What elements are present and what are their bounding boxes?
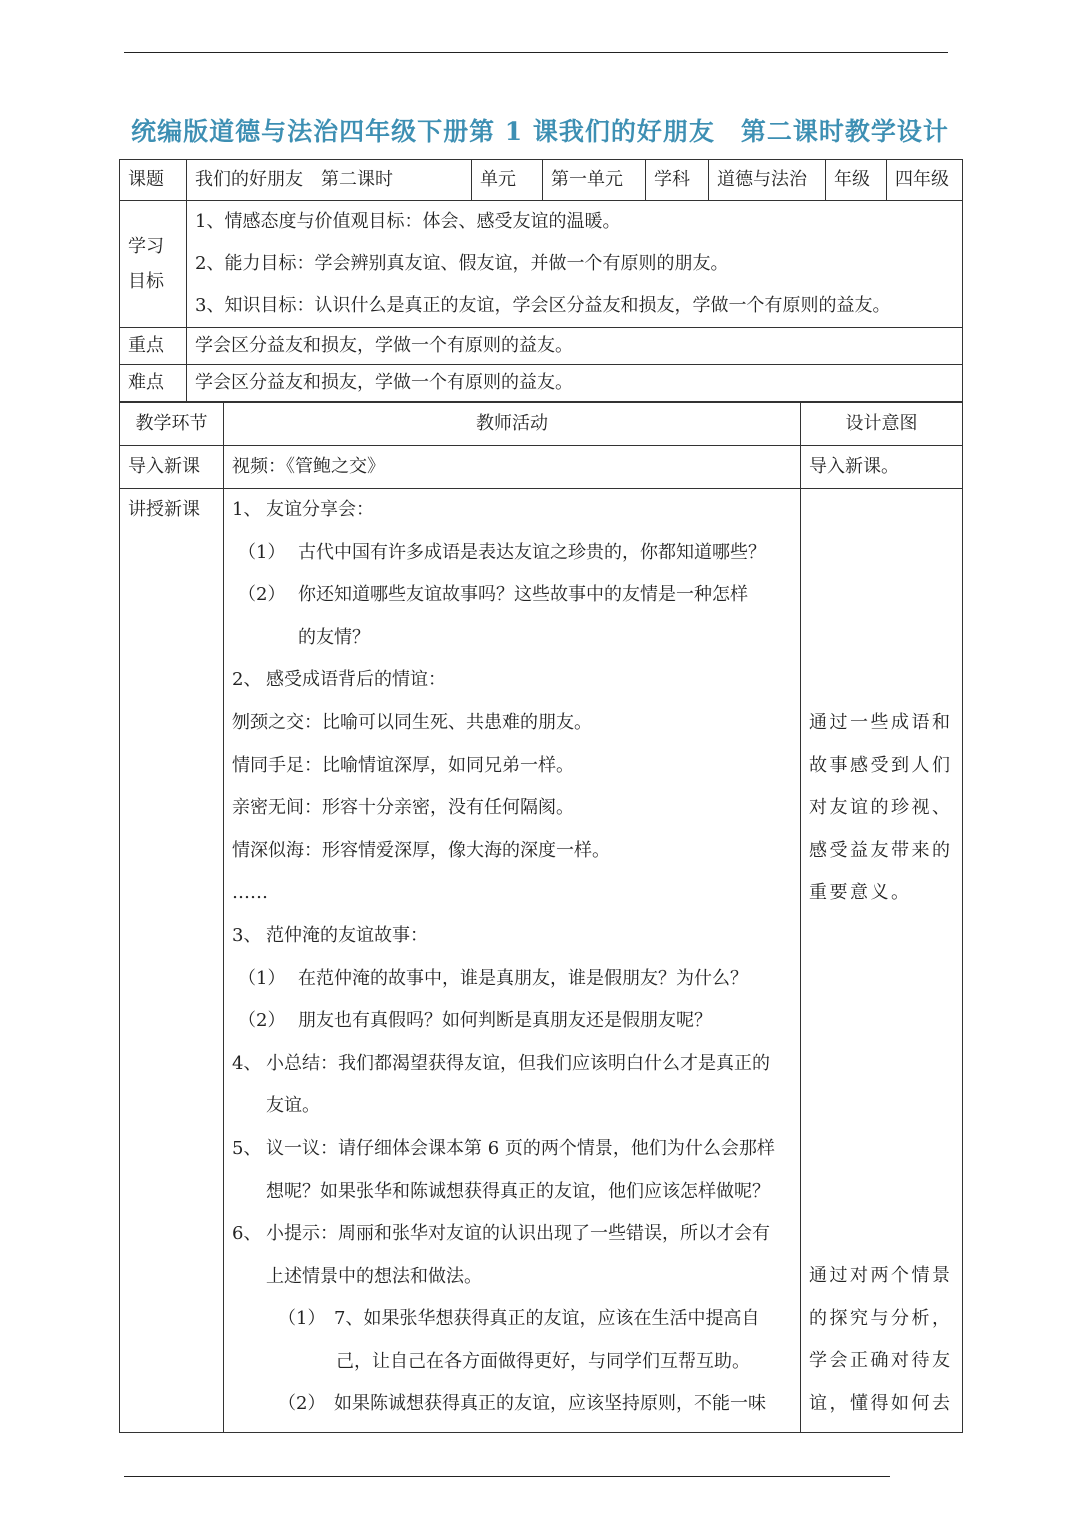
grade-value: 四年级 [887, 160, 963, 201]
activity-line [232, 1256, 800, 1299]
unit-label: 单元 [472, 160, 543, 201]
topic-label: 课题 [120, 160, 187, 201]
intro-intent: 导入新课。 [801, 446, 963, 489]
activity-line [232, 1383, 800, 1426]
activity-line [232, 958, 800, 1001]
item-text: 在范仲淹的故事中，谁是真朋友，谁是假朋友？为什么？ [298, 967, 748, 989]
header-stage: 教学环节 [120, 403, 224, 446]
intent-line: 通过一些成语和 [809, 712, 953, 733]
item-number: 6、 [232, 1223, 262, 1245]
item-text: 亲密无间：形容十分亲密，没有任何隔阂。 [232, 797, 574, 819]
activity-line [232, 1000, 800, 1043]
sub-item-number: （2） [238, 584, 286, 606]
activity-line [232, 787, 800, 830]
item-text: 友谊。 [266, 1095, 320, 1117]
item-number: 1、 [232, 499, 262, 520]
key-point-label: 重点 [120, 328, 187, 365]
activity-line [232, 1128, 800, 1171]
activity-lines [232, 489, 800, 1426]
intent-line: 故事感受到人们 [809, 754, 953, 776]
intent-line: 对友谊的珍视、 [809, 797, 953, 819]
item-text: 情深似海：形容情爱深厚，像大海的深度一样。 [232, 839, 610, 861]
intent-2 [809, 1255, 962, 1425]
difficulty-value: 学会区分益友和损友，学做一个有原则的益友。 [187, 365, 963, 402]
subject-label: 学科 [646, 160, 709, 201]
activity-line [232, 1341, 800, 1384]
activity-line [232, 1298, 800, 1341]
intro-activity: 视频：《管鲍之交》 [224, 446, 801, 489]
item-text: 刎颈之交：比喻可以同生死、共患难的朋友。 [232, 711, 592, 733]
intent-line: 感受益友带来的 [809, 839, 953, 861]
activity-line [232, 1213, 800, 1256]
goal-item: 1、情感态度与价值观目标：体会、感受友谊的温暖。 [195, 211, 621, 232]
sub-item-number: （2） [278, 1393, 326, 1415]
bottom-rule [124, 1476, 890, 1477]
activity-line [232, 659, 800, 702]
goal-item: 3、知识目标：认识什么是真正的友谊，学会区分益友和损友，学做一个有原则的益友。 [195, 295, 891, 316]
key-point-value: 学会区分益友和损友，学做一个有原则的益友。 [187, 328, 963, 365]
intent-line: 通过对两个情景 [809, 1264, 953, 1286]
unit-value: 第一单元 [543, 160, 646, 201]
item-text: 你还知道哪些友谊故事吗？这些故事中的友情是一种怎样 [298, 584, 748, 606]
main-stage: 讲授新课 [120, 489, 224, 1433]
item-number: 3、 [232, 924, 262, 946]
item-text: 上述情景中的想法和做法。 [266, 1265, 482, 1287]
goals-list [187, 201, 963, 328]
item-text: 小提示：周丽和张华对友谊的认识出现了一些错误，所以才会有 [266, 1223, 770, 1245]
activity-line [232, 702, 800, 745]
topic-value: 我们的好朋友 第二课时 [187, 160, 472, 201]
activity-line [232, 532, 800, 575]
intent-line: 谊，懂得如何去 [809, 1392, 953, 1414]
item-text: 朋友也有真假吗？如何判断是真朋友还是假朋友呢？ [298, 1010, 712, 1032]
activity-line [232, 1043, 800, 1086]
header-activity: 教师活动 [224, 403, 801, 446]
item-text: 己，让自己在各方面做得更好，与同学们互帮互助。 [336, 1350, 750, 1372]
teaching-plan-table [119, 402, 963, 1433]
activity-line [232, 617, 800, 660]
item-text: 感受成语背后的情谊： [266, 669, 446, 691]
item-text: 小总结：我们都渴望获得友谊，但我们应该明白什么才是真正的 [266, 1052, 770, 1074]
sub-item-number: （1） [278, 1308, 326, 1330]
header-intent: 设计意图 [801, 403, 963, 446]
intent-1 [809, 702, 962, 915]
goal-item: 2、能力目标：学会辨别真友谊、假友谊，并做一个有原则的朋友。 [195, 253, 729, 274]
activity-line [232, 1085, 800, 1128]
intent-line: 学会正确对待友 [809, 1350, 953, 1372]
document-title: 统编版道德与法治四年级下册第 1 课我们的好朋友 第二课时教学设计 [131, 117, 949, 146]
goals-label-line-1: 学习 [128, 236, 164, 257]
item-text: …… [232, 882, 268, 904]
difficulty-label: 难点 [120, 365, 187, 402]
activity-line [232, 872, 800, 915]
item-text: 友谊分享会： [266, 499, 374, 520]
main-intent [801, 489, 963, 1433]
grade-label: 年级 [826, 160, 887, 201]
item-text: 如果陈诚想获得真正的友谊，应该坚持原则，不能一味 [334, 1393, 766, 1415]
activity-line [232, 830, 800, 873]
intent-line: 重要意义。 [809, 882, 912, 904]
intent-line: 的探究与分析， [809, 1307, 953, 1329]
sub-item-number: （2） [238, 1010, 286, 1032]
activity-line [232, 1171, 800, 1214]
intro-stage: 导入新课 [120, 446, 224, 489]
activity-line [232, 745, 800, 788]
main-activity [224, 489, 801, 1433]
item-text: 的友情？ [298, 626, 370, 648]
item-text: 想呢？如果张华和陈诚想获得真正的友谊，他们应该怎样做呢？ [266, 1180, 770, 1202]
activity-line [232, 574, 800, 617]
sub-item-number: （1） [238, 967, 286, 989]
activity-line [232, 915, 800, 958]
top-rule [124, 52, 948, 53]
item-number: 4、 [232, 1052, 262, 1074]
item-text: 古代中国有许多成语是表达友谊之珍贵的，你都知道哪些？ [298, 541, 766, 563]
item-number: 5、 [232, 1137, 262, 1159]
item-text: 范仲淹的友谊故事： [266, 924, 428, 946]
sub-item-number: （1） [238, 541, 286, 563]
lesson-info-table [119, 159, 963, 402]
goals-label [120, 201, 187, 328]
item-text: 议一议：请仔细体会课本第 6 页的两个情景，他们为什么会那样 [266, 1137, 775, 1159]
activity-line [232, 489, 800, 532]
goals-label-line-2: 目标 [128, 271, 164, 292]
item-text: 7、如果张华想获得真正的友谊，应该在生活中提高自 [334, 1308, 760, 1330]
subject-value: 道德与法治 [709, 160, 826, 201]
item-text: 情同手足：比喻情谊深厚，如同兄弟一样。 [232, 754, 574, 776]
item-number: 2、 [232, 669, 262, 691]
